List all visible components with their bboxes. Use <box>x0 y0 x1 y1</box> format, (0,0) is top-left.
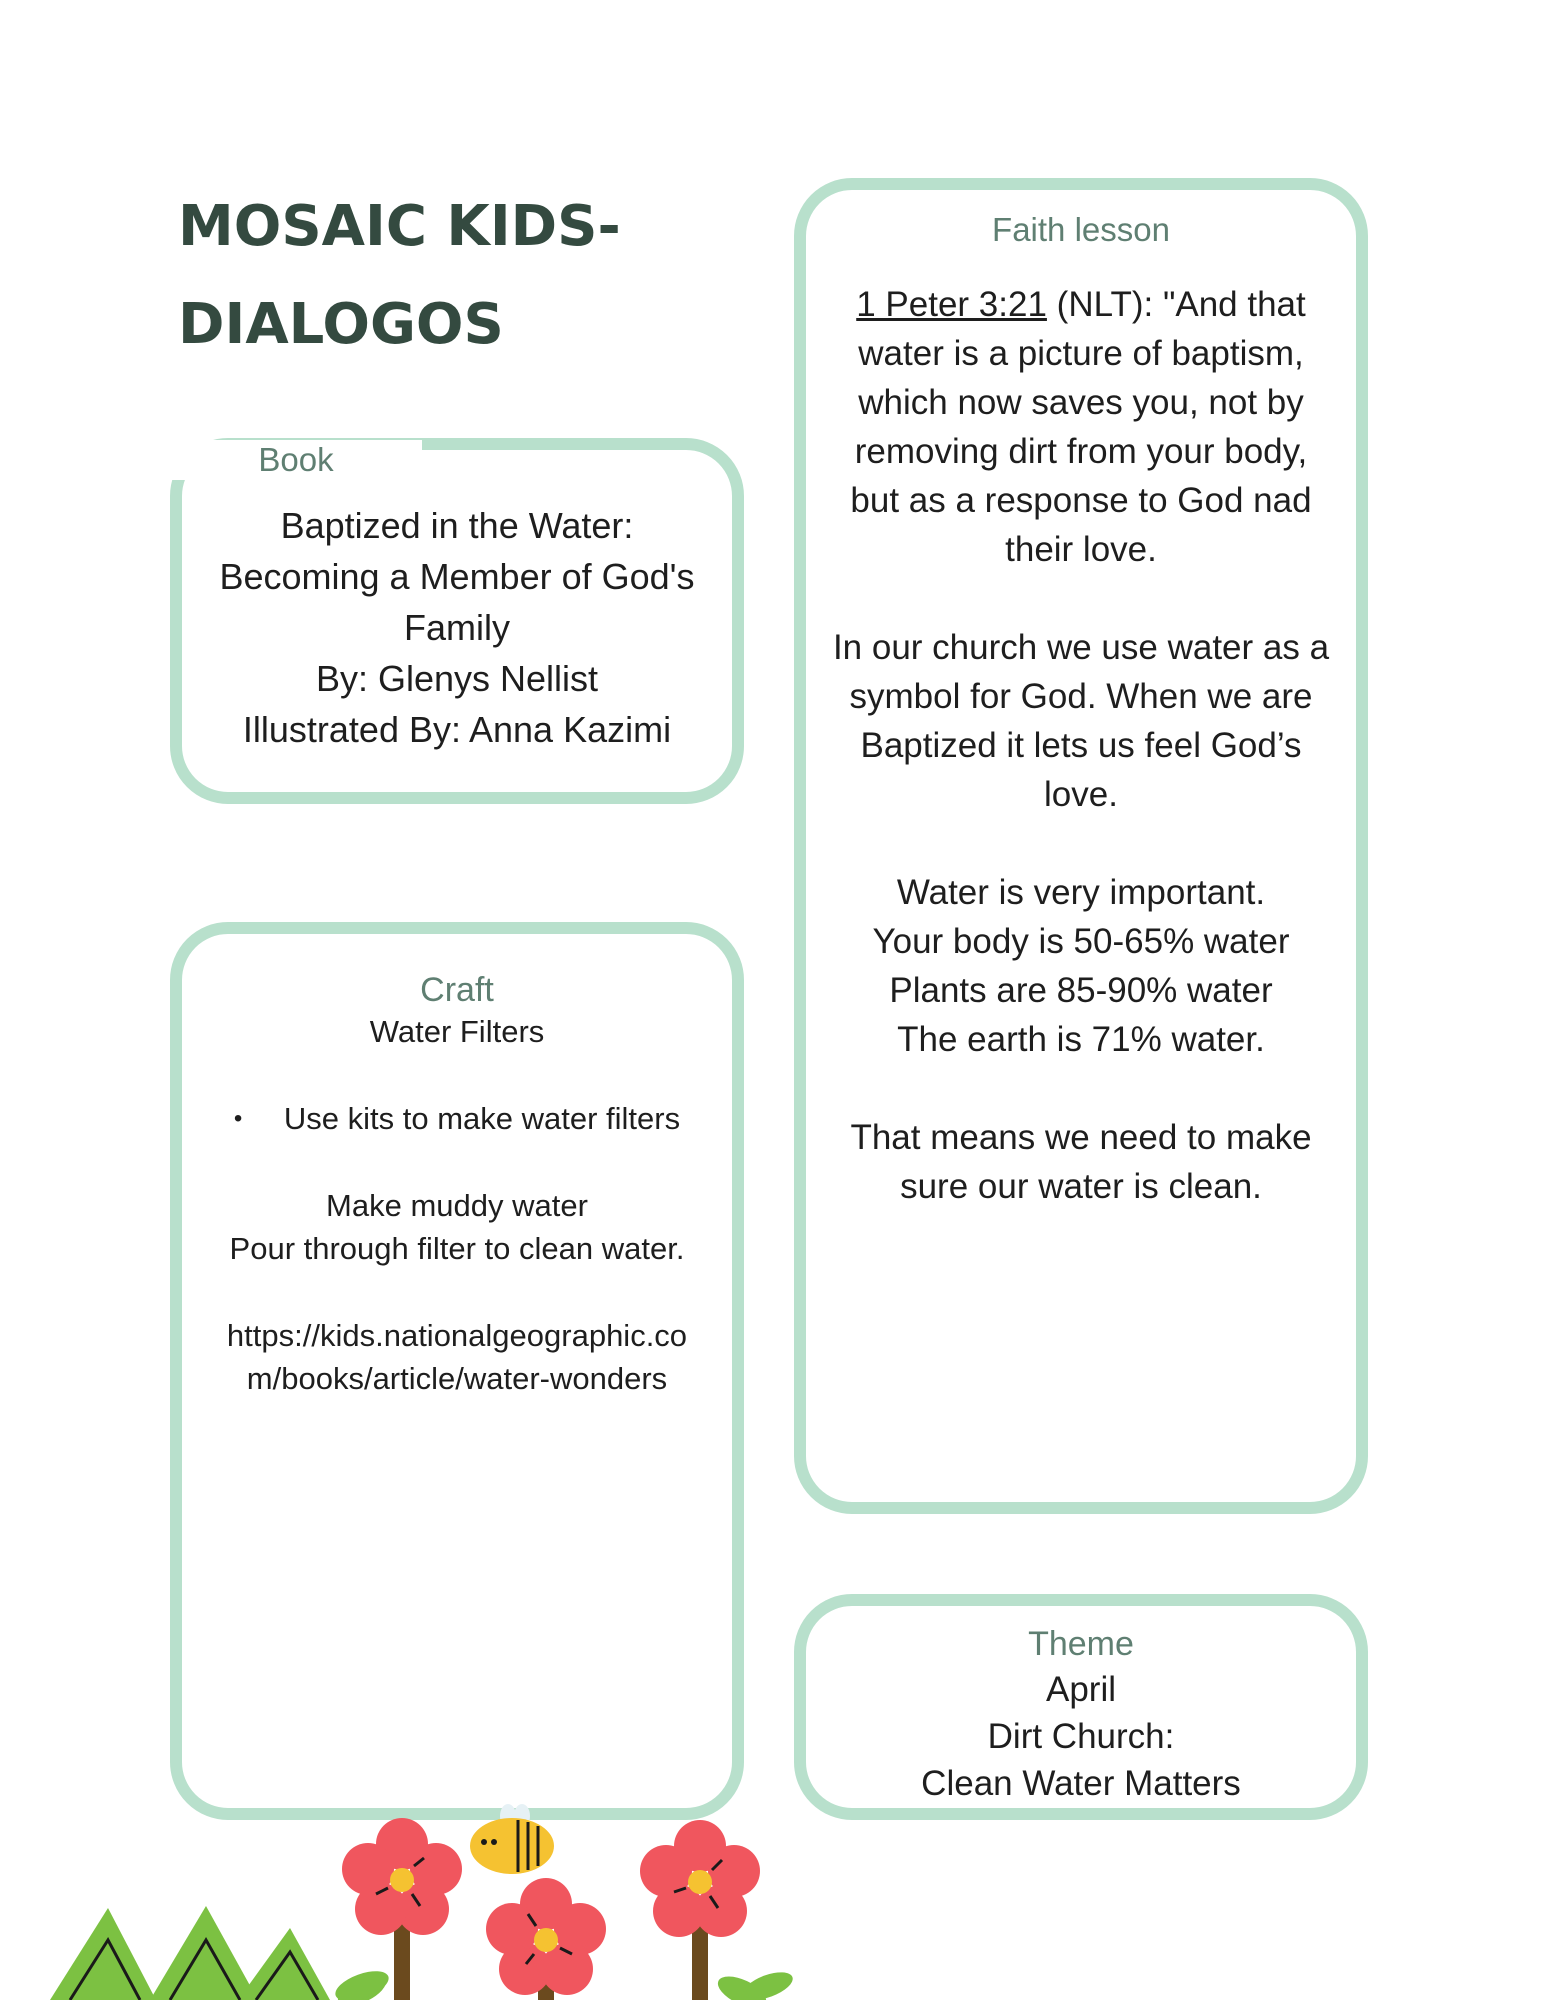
church-line: symbol for God. When we are <box>849 677 1313 716</box>
theme-line: Dirt Church: <box>987 1717 1175 1756</box>
verse-line: removing dirt from your body, <box>854 432 1308 471</box>
faith-heading: Faith lesson <box>992 211 1170 248</box>
craft-card <box>170 922 744 1820</box>
garden-illustration <box>0 1790 820 2000</box>
grass-icon <box>50 1906 330 2000</box>
title-line-2: DIALOGOS <box>178 292 504 357</box>
craft-step: Pour through filter to clean water. <box>229 1231 685 1266</box>
verse-line: but as a response to God nad <box>850 481 1312 520</box>
verse-first: (NLT): "And that <box>1046 285 1306 324</box>
book-heading: Book <box>170 440 422 480</box>
book-details <box>182 500 732 755</box>
water-fact: Plants are 85-90% water <box>889 971 1273 1010</box>
verse-line: water is a picture of baptism, <box>858 334 1304 373</box>
church-line: Baptized it lets us feel God’s <box>860 726 1302 765</box>
water-fact: Your body is 50-65% water <box>872 922 1290 961</box>
water-fact: Water is very important. <box>896 873 1266 912</box>
craft-step: Make muddy water <box>326 1188 588 1223</box>
theme-card <box>794 1594 1368 1820</box>
book-line: Becoming a Member of God's <box>219 556 695 597</box>
craft-bullet-text: Use kits to make water filters <box>283 1101 681 1136</box>
theme-heading: Theme <box>1028 1625 1134 1663</box>
faith-lesson-card <box>794 178 1368 1514</box>
faith-body <box>806 280 1356 1211</box>
craft-link[interactable]: https://kids.nationalgeographic.co <box>226 1318 688 1353</box>
church-line: In our church we use water as a <box>832 628 1330 667</box>
craft-heading: Craft <box>420 971 494 1009</box>
book-line: Family <box>404 607 510 648</box>
bullet-icon: • <box>233 1105 243 1132</box>
craft-link[interactable]: m/books/article/water-wonders <box>246 1361 668 1396</box>
craft-subtitle: Water Filters <box>369 1014 545 1049</box>
church-line: love. <box>1044 775 1118 814</box>
verse-line: which now saves you, not by <box>858 383 1304 422</box>
book-line: Baptized in the Water: <box>280 505 634 546</box>
conclusion-line: That means we need to make <box>850 1118 1312 1157</box>
verse-reference-link[interactable]: 1 Peter 3:21 <box>856 285 1047 324</box>
book-illustrator: Illustrated By: Anna Kazimi <box>242 709 672 750</box>
verse-line: their love. <box>1005 530 1157 569</box>
theme-line: April <box>1045 1670 1117 1709</box>
title-line-1: MOSAIC KIDS- <box>178 194 621 259</box>
theme-line: Clean Water Matters <box>921 1764 1241 1803</box>
craft-bullet-item <box>182 1097 732 1140</box>
flower-icon <box>333 1818 462 2000</box>
flower-icon <box>640 1820 771 2000</box>
page-title <box>178 178 738 374</box>
verse-line <box>806 280 1356 329</box>
book-author: By: Glenys Nellist <box>315 658 599 699</box>
water-fact: The earth is 71% water. <box>897 1020 1265 1059</box>
book-card <box>170 438 744 804</box>
flower-icon <box>486 1878 606 2000</box>
bee-icon <box>470 1804 554 1874</box>
conclusion-line: sure our water is clean. <box>900 1167 1262 1206</box>
